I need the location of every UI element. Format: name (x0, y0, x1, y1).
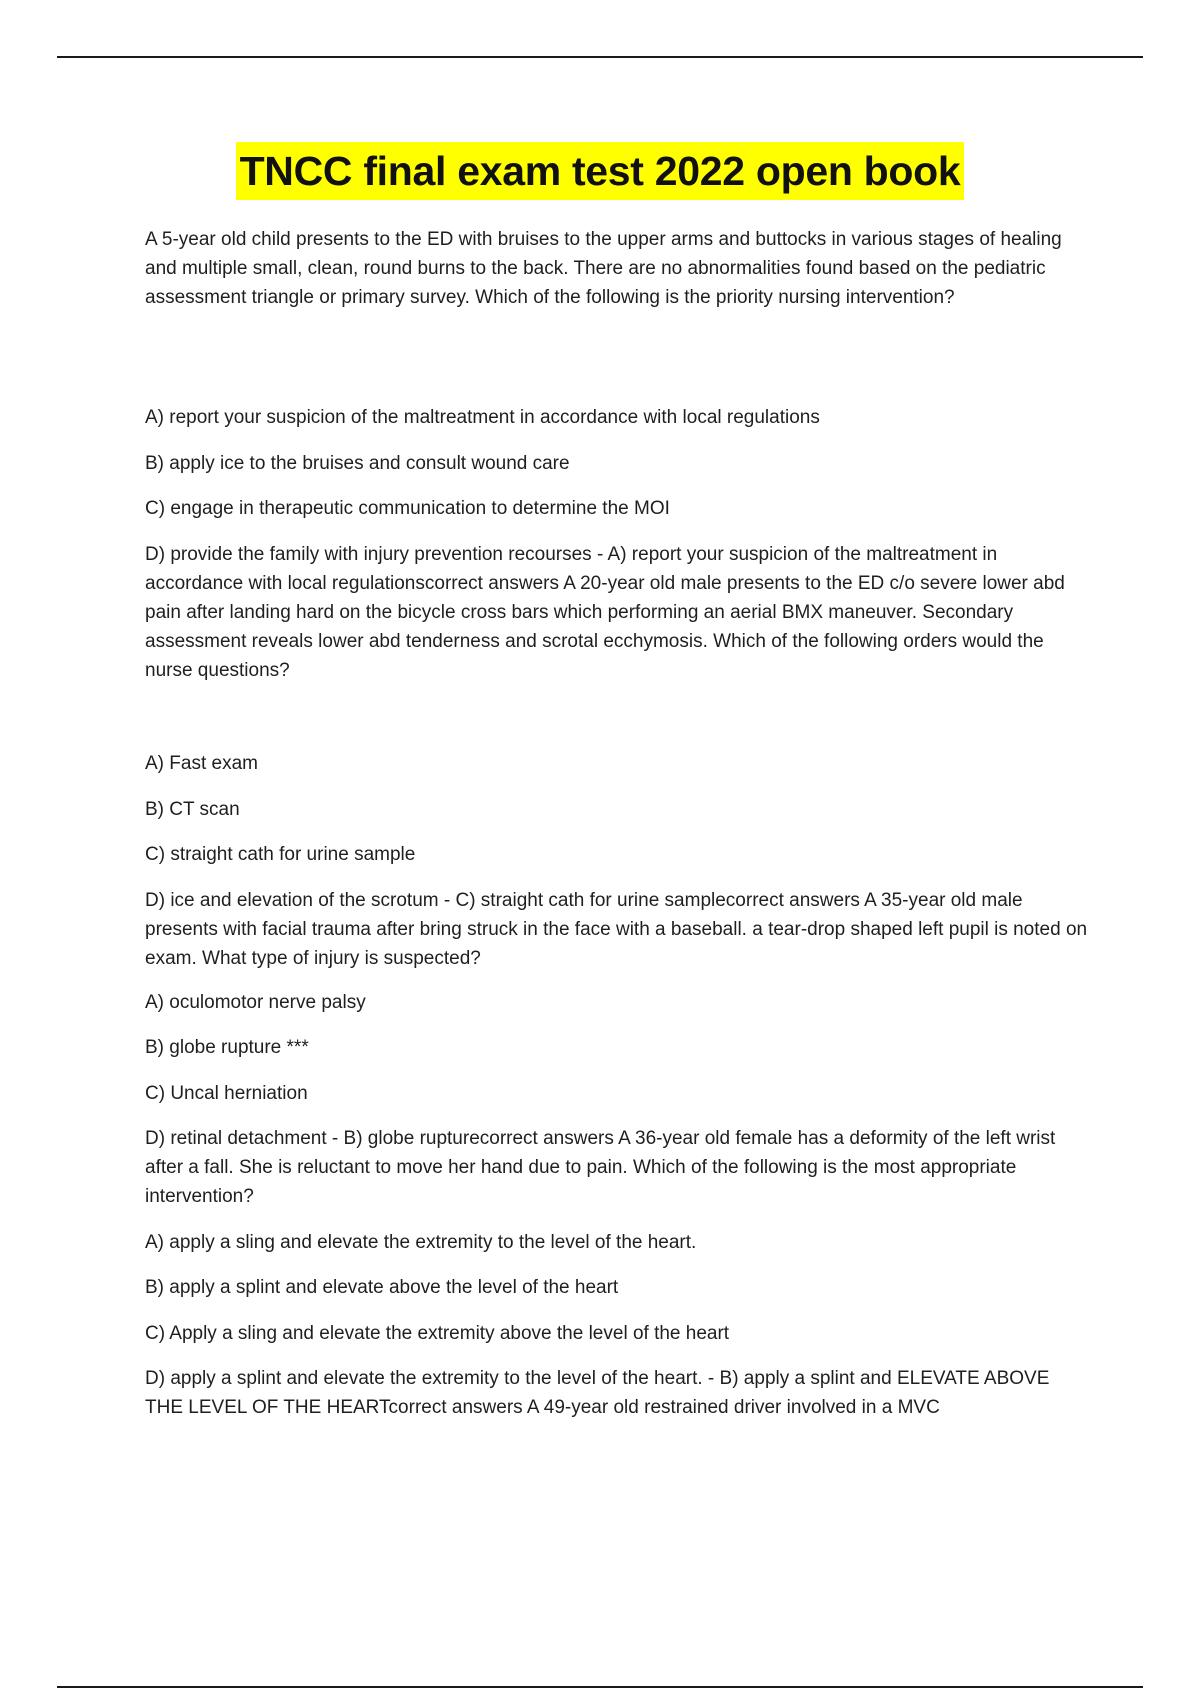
question-2-option-c: C) straight cath for urine sample (145, 844, 416, 865)
question-1-option-d-and-question-2-stem: D) provide the family with injury prevention recourses - A) report your suspicion of the maltreatment in accordance with local regulationscorrect answers A 20-year old male presents to the ED c/o severe lower abd pain after landing hard on the bicycle cross bars which performing an aerial BMX maneuver. Secondary assessment reveals lower abd tenderness and scrotal ecchymosis. Which of the following orders would the nurse questions? (145, 544, 1065, 681)
question-4-option-a: A) apply a sling and elevate the extremity to the level of the heart. (145, 1232, 697, 1253)
document-title: TNCC final exam test 2022 open book (236, 142, 965, 200)
question-1-option-b: B) apply ice to the bruises and consult wound care (145, 453, 570, 474)
question-3-option-c: C) Uncal herniation (145, 1083, 308, 1104)
question-1-stem: A 5-year old child presents to the ED with bruises to the upper arms and buttocks in various stages of healing and multiple small, clean, round burns to the back. There are no abnormalities found based on the pediatric assessment triangle or primary survey. Which of the following is the priority nursing intervention? (145, 229, 1062, 308)
question-2-option-d-and-question-3-stem: D) ice and elevation of the scrotum - C) straight cath for urine samplecorrect answers A 35-year old male presents with facial trauma after bring struck in the face with a baseball. a tear-drop shaped left pupil is noted on exam. What type of injury is suspected? (145, 890, 1088, 969)
question-2-option-b: B) CT scan (145, 799, 240, 820)
question-1-option-c: C) engage in therapeutic communication to determine the MOI (145, 498, 670, 519)
question-2-option-a: A) Fast exam (145, 753, 258, 774)
question-4-option-d-and-question-5-stem: D) apply a splint and elevate the extremity to the level of the heart. - B) apply a splint and ELEVATE ABOVE THE LEVEL OF THE HEARTcorrect answers A 49-year old restrained driver involved in a MVC (145, 1368, 1050, 1418)
bottom-rule (57, 1686, 1143, 1688)
question-3-option-b: B) globe rupture *** (145, 1037, 309, 1058)
question-4-option-b: B) apply a splint and elevate above the level of the heart (145, 1277, 619, 1298)
question-3-option-d-and-question-4-stem: D) retinal detachment - B) globe rupturecorrect answers A 36-year old female has a deformity of the left wrist after a fall. She is reluctant to move her hand due to pain. Which of the following is the most appropriate intervention? (145, 1128, 1056, 1207)
question-4-option-c: C) Apply a sling and elevate the extremity above the level of the heart (145, 1323, 730, 1344)
question-1-option-a: A) report your suspicion of the maltreatment in accordance with local regulations (145, 407, 820, 428)
question-3-option-a: A) oculomotor nerve palsy (145, 992, 366, 1013)
